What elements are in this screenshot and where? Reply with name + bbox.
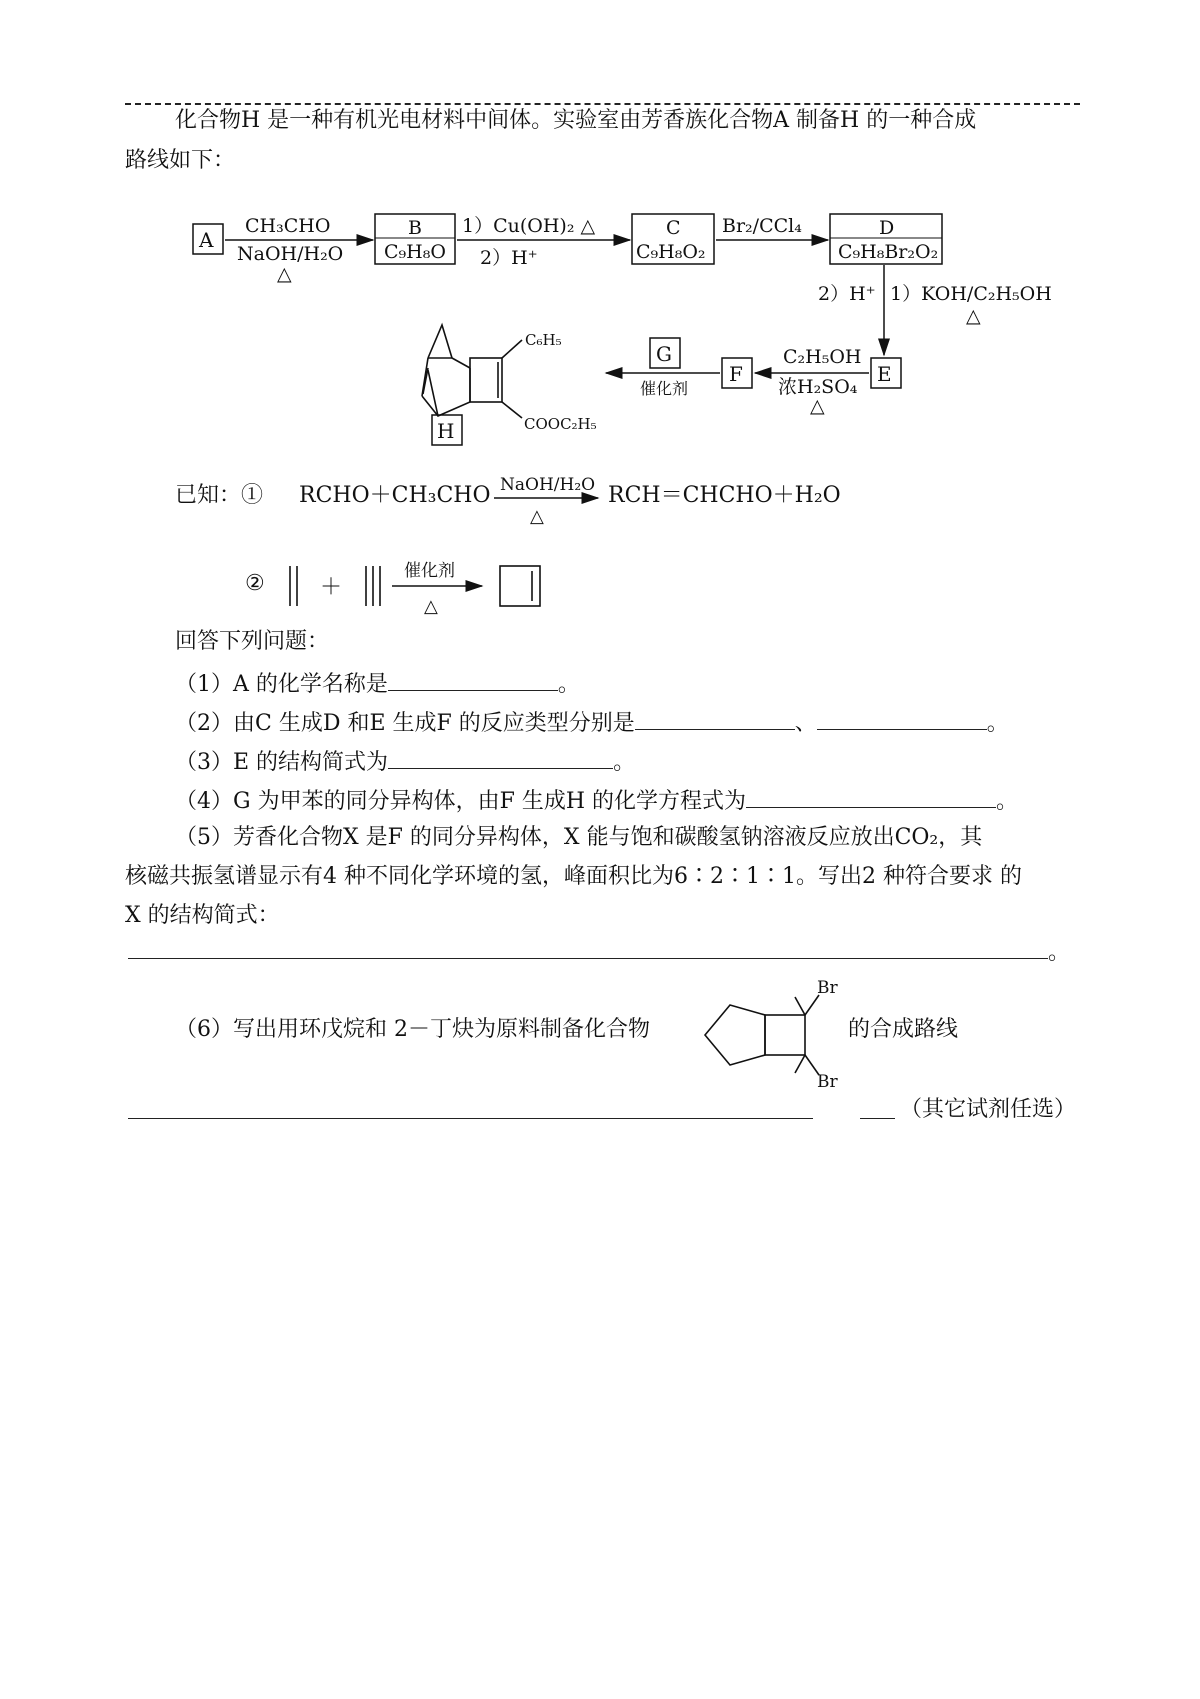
box-d-name: D [879, 217, 895, 239]
box-a-label: A [199, 228, 214, 252]
question-3: （3）E 的结构简式为 。 [175, 742, 635, 781]
target-br-top: Br [817, 978, 838, 998]
question-5-line-2: 核磁共振氢谱显示有4 种不同化学环境的氢，峰面积比为6∶2∶1∶1。写出2 种符合要求 的 [125, 864, 1022, 889]
question-5-line-1: （5）芳香化合物X 是F 的同分异构体，X 能与饱和碳酸氢钠溶液反应放出CO₂，其 [175, 825, 983, 850]
question-5-end: 。 [1048, 940, 1071, 965]
rxn2-label: ② [245, 571, 265, 596]
box-c-formula: C₉H₈O₂ [636, 241, 706, 263]
arrow-1-heat: △ [277, 263, 292, 285]
question-6: （6）写出用环戊烷和 2－丁炔为原料制备化合物 [175, 1017, 650, 1042]
answer-blank-2a[interactable] [635, 703, 795, 730]
answer-blank-4[interactable] [746, 781, 996, 808]
answer-blank-6[interactable] [128, 1118, 813, 1119]
arrow-6-bottom: 催化剂 [640, 379, 689, 398]
arrow-5-top: C₂H₅OH [783, 346, 862, 368]
arrow-4-heat: △ [966, 305, 981, 327]
question-1: （1）A 的化学名称是 。 [175, 664, 580, 703]
answer-blank-5[interactable] [128, 958, 1048, 959]
rxn1-cond-top: NaOH/H₂O [500, 475, 596, 495]
arrow-3-top: Br₂/CCl₄ [722, 215, 802, 237]
rxn1-right: RCH＝CHCHO＋H₂O [608, 483, 841, 508]
box-e-label: E [877, 362, 892, 386]
compound-h-structure [422, 325, 522, 418]
intro-line-1: 化合物H 是一种有机光电材料中间体。实验室由芳香族化合物A 制备H 的一种合成 [175, 108, 977, 133]
arrow-4-right: 1）KOH/C₂H₅OH [890, 283, 1052, 305]
compound-h-sub2: COOC₂H₅ [524, 415, 597, 433]
rxn2-cond-bottom: △ [424, 596, 438, 617]
known-label [175, 478, 491, 514]
answer-blank-6-extra[interactable] [860, 1118, 895, 1119]
box-h-label: H [437, 419, 455, 443]
questions-heading: 回答下列问题： [175, 629, 330, 654]
rxn1-left: RCHO＋CH₃CHO [299, 483, 491, 508]
question-4: （4）G 为甲苯的同分异构体，由F 生成H 的化学方程式为 。 [175, 781, 1018, 820]
arrow-5-bottom: 浓H₂SO₄ [778, 376, 858, 398]
answer-blank-2b[interactable] [817, 703, 987, 730]
box-g-label: G [656, 342, 672, 366]
rxn2-scheme [280, 552, 600, 622]
arrow-1-bottom: NaOH/H₂O [237, 243, 344, 265]
question-6-tail: 的合成路线 [848, 1017, 959, 1042]
rxn2-cond-top: 催化剂 [404, 561, 455, 581]
box-b-formula: C₉H₈O [384, 241, 446, 263]
compound-h-sub1: C₆H₅ [525, 331, 562, 349]
box-f-label: F [729, 362, 743, 386]
rxn1-cond-bottom: △ [530, 506, 544, 527]
arrow-1-top: CH₃CHO [245, 215, 331, 237]
rxn2-plus: ＋ [320, 575, 343, 600]
cyclobutene-product [500, 566, 540, 606]
question-2: （2）由C 生成D 和E 生成F 的反应类型分别是 、 。 [175, 703, 1009, 742]
synthesis-scheme [0, 190, 1200, 650]
box-d-formula: C₉H₈Br₂O₂ [838, 241, 939, 263]
arrow-2-bottom: 2）H⁺ [480, 247, 538, 269]
box-c-name: C [666, 217, 681, 239]
question-6-end: （其它试剂任选） [900, 1097, 1077, 1122]
question-5-line-3: X 的结构简式： [125, 903, 280, 928]
rxn1-arrow [486, 468, 626, 528]
answer-blank-3[interactable] [388, 742, 613, 769]
arrow-5-heat: △ [810, 395, 825, 417]
box-b-name: B [408, 217, 422, 239]
known-prefix: 已知：① [175, 483, 264, 508]
target-br-bottom: Br [817, 1072, 838, 1092]
intro-line-2: 路线如下： [125, 148, 236, 173]
arrow-2-top: 1）Cu(OH)₂ △ [462, 215, 596, 237]
target-compound-structure [695, 975, 855, 1095]
arrow-4-left: 2）H⁺ [818, 283, 876, 305]
answer-blank-1[interactable] [388, 664, 558, 691]
